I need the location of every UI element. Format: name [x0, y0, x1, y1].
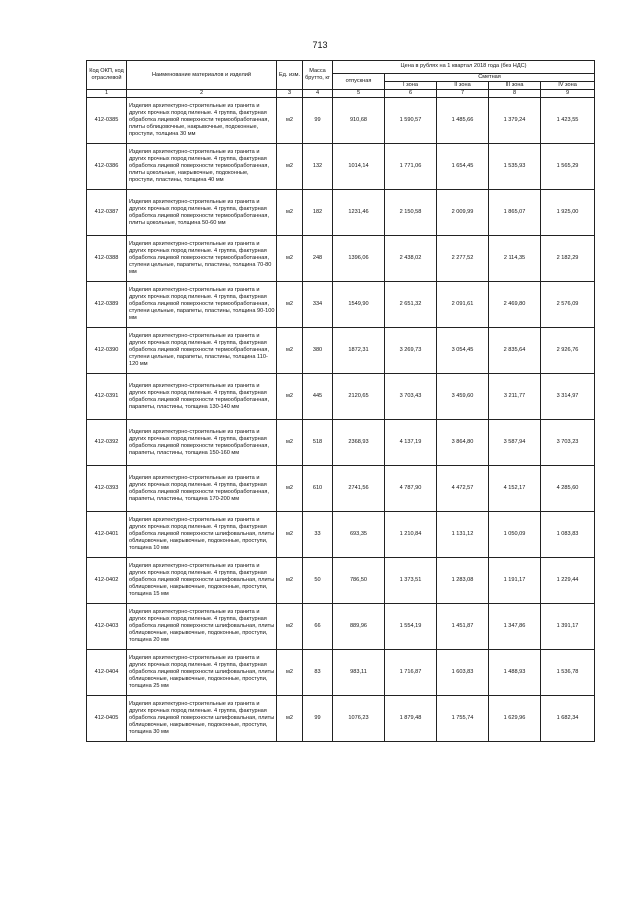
row-code: 412-0387	[87, 190, 127, 236]
row-release-price: 2741,56	[333, 466, 385, 512]
row-code: 412-0404	[87, 650, 127, 696]
row-zone1-price: 1 590,57	[385, 98, 437, 144]
row-code: 412-0386	[87, 144, 127, 190]
row-zone1-price: 1 554,19	[385, 604, 437, 650]
row-zone2-price: 3 864,80	[437, 420, 489, 466]
header-code: Код ОКП, код отраслевой	[87, 61, 127, 90]
row-zone3-price: 3 587,94	[489, 420, 541, 466]
page-number: 713	[312, 40, 328, 50]
row-unit: м2	[277, 98, 303, 144]
row-name: Изделия архитектурно-строительные из гранита и других прочных пород пиленые. 4 группа, фактурная обработка лицевой поверхности термообработанная, плиты цокольные, толщина 50-60 мм	[127, 190, 277, 236]
row-zone4-price: 1 083,83	[541, 512, 595, 558]
table-row	[87, 650, 595, 696]
row-zone3-price: 2 469,80	[489, 282, 541, 328]
row-name: Изделия архитектурно-строительные из гранита и других прочных пород пиленые. 4 группа, фактурная обработка лицевой поверхности шлифовальная, плиты облицовочные, накрывочные, подоконные, проступи, толщина 20 мм	[127, 604, 277, 650]
row-code: 412-0392	[87, 420, 127, 466]
row-name: Изделия архитектурно-строительные из гранита и других прочных пород пиленые. 4 группа, фактурная обработка лицевой поверхности шлифовальная, плиты облицовочные, накрывочные, подоконные, проступи, толщина 25 мм	[127, 650, 277, 696]
column-number: 7	[437, 90, 489, 98]
row-release-price: 889,96	[333, 604, 385, 650]
row-zone2-price: 2 009,99	[437, 190, 489, 236]
row-name: Изделия архитектурно-строительные из гранита и других прочных пород пиленые. 4 группа, фактурная обработка лицевой поверхности термообработанная, ступени цельные, парапеты, пластины, толщина 110-120 мм	[127, 328, 277, 374]
row-zone1-price: 1 373,51	[385, 558, 437, 604]
row-code: 412-0403	[87, 604, 127, 650]
column-number: 4	[303, 90, 333, 98]
row-zone1-price: 1 716,87	[385, 650, 437, 696]
column-number-row	[87, 90, 595, 98]
row-name: Изделия архитектурно-строительные из гранита и других прочных пород пиленые. 4 группа, фактурная обработка лицевой поверхности термообработанная, парапеты, пластины, толщина 130-140 мм	[127, 374, 277, 420]
row-zone3-price: 2 114,35	[489, 236, 541, 282]
row-mass: 182	[303, 190, 333, 236]
row-release-price: 1396,06	[333, 236, 385, 282]
table-row	[87, 696, 595, 742]
row-name: Изделия архитектурно-строительные из гранита и других прочных пород пиленые. 4 группа, фактурная обработка лицевой поверхности шлифовальная, плиты облицовочные, накрывочные, подоконные, проступи, толщина 15 мм	[127, 558, 277, 604]
header-zone-2: II зона	[437, 82, 489, 90]
row-zone4-price: 1 423,55	[541, 98, 595, 144]
row-unit: м2	[277, 650, 303, 696]
row-unit: м2	[277, 696, 303, 742]
row-zone2-price: 2 091,61	[437, 282, 489, 328]
row-zone3-price: 1 865,07	[489, 190, 541, 236]
row-code: 412-0393	[87, 466, 127, 512]
row-mass: 50	[303, 558, 333, 604]
row-code: 412-0390	[87, 328, 127, 374]
row-mass: 132	[303, 144, 333, 190]
header-unit: Ед. изм.	[277, 61, 303, 90]
row-zone3-price: 3 211,77	[489, 374, 541, 420]
row-zone4-price: 3 314,97	[541, 374, 595, 420]
row-zone2-price: 1 755,74	[437, 696, 489, 742]
row-zone3-price: 1 379,24	[489, 98, 541, 144]
column-number: 9	[541, 90, 595, 98]
row-zone2-price: 4 472,57	[437, 466, 489, 512]
row-zone4-price: 2 576,09	[541, 282, 595, 328]
row-mass: 380	[303, 328, 333, 374]
row-name: Изделия архитектурно-строительные из гранита и других прочных пород пиленые. 4 группа, фактурная обработка лицевой поверхности шлифовальная, плиты облицовочные, накрывочные, подоконные, проступи, толщина 10 мм	[127, 512, 277, 558]
column-number: 2	[127, 90, 277, 98]
row-zone3-price: 1 488,93	[489, 650, 541, 696]
row-code: 412-0402	[87, 558, 127, 604]
row-name: Изделия архитектурно-строительные из гранита и других прочных пород пиленые. 4 группа, фактурная обработка лицевой поверхности термообработанная, ступени цельные, парапеты, пластины, толщина 70-80 мм	[127, 236, 277, 282]
row-release-price: 693,35	[333, 512, 385, 558]
row-release-price: 2120,65	[333, 374, 385, 420]
row-mass: 248	[303, 236, 333, 282]
row-zone1-price: 3 703,43	[385, 374, 437, 420]
row-zone4-price: 2 182,29	[541, 236, 595, 282]
table-row	[87, 604, 595, 650]
row-release-price: 1014,14	[333, 144, 385, 190]
table-row	[87, 374, 595, 420]
row-name: Изделия архитектурно-строительные из гранита и других прочных пород пиленые. 4 группа, фактурная обработка лицевой поверхности шлифовальная, плиты облицовочные, накрывочные, подоконные, проступи, толщина 30 мм	[127, 696, 277, 742]
row-zone1-price: 2 651,32	[385, 282, 437, 328]
column-number: 8	[489, 90, 541, 98]
table-row	[87, 466, 595, 512]
table-row	[87, 144, 595, 190]
row-name: Изделия архитектурно-строительные из гранита и других прочных пород пиленые. 4 группа, фактурная обработка лицевой поверхности термообработанная, плиты цокольные, накрывочные, подоконные, проступи, пластины, толщина 40 мм	[127, 144, 277, 190]
row-zone2-price: 2 277,52	[437, 236, 489, 282]
header-zone-3: III зона	[489, 82, 541, 90]
row-zone4-price: 4 285,60	[541, 466, 595, 512]
row-unit: м2	[277, 374, 303, 420]
header-mass: Масса брутто, кг	[303, 61, 333, 90]
row-release-price: 2368,93	[333, 420, 385, 466]
row-mass: 99	[303, 98, 333, 144]
row-mass: 99	[303, 696, 333, 742]
column-number: 1	[87, 90, 127, 98]
table-row	[87, 512, 595, 558]
header-estimate: Сметная	[385, 74, 595, 82]
row-zone1-price: 4 787,90	[385, 466, 437, 512]
row-zone4-price: 2 926,76	[541, 328, 595, 374]
row-zone1-price: 3 269,73	[385, 328, 437, 374]
row-zone4-price: 1 536,78	[541, 650, 595, 696]
row-release-price: 1231,46	[333, 190, 385, 236]
row-zone4-price: 1 391,17	[541, 604, 595, 650]
row-zone2-price: 1 131,12	[437, 512, 489, 558]
row-unit: м2	[277, 144, 303, 190]
table-row	[87, 282, 595, 328]
row-code: 412-0391	[87, 374, 127, 420]
row-zone3-price: 2 835,64	[489, 328, 541, 374]
row-zone2-price: 1 485,66	[437, 98, 489, 144]
row-zone2-price: 1 283,08	[437, 558, 489, 604]
table-row	[87, 420, 595, 466]
row-unit: м2	[277, 604, 303, 650]
row-zone1-price: 1 210,84	[385, 512, 437, 558]
row-zone4-price: 1 925,00	[541, 190, 595, 236]
row-zone3-price: 1 191,17	[489, 558, 541, 604]
row-unit: м2	[277, 420, 303, 466]
row-zone4-price: 3 703,23	[541, 420, 595, 466]
row-code: 412-0405	[87, 696, 127, 742]
row-unit: м2	[277, 282, 303, 328]
column-number: 3	[277, 90, 303, 98]
column-number: 5	[333, 90, 385, 98]
row-name: Изделия архитектурно-строительные из гранита и других прочных пород пиленые. 4 группа, фактурная обработка лицевой поверхности термообработанная, парапеты, пластины, толщина 170-200 мм	[127, 466, 277, 512]
row-mass: 83	[303, 650, 333, 696]
row-code: 412-0388	[87, 236, 127, 282]
table-row	[87, 236, 595, 282]
row-release-price: 1549,90	[333, 282, 385, 328]
row-zone3-price: 1 050,09	[489, 512, 541, 558]
row-release-price: 910,68	[333, 98, 385, 144]
row-unit: м2	[277, 190, 303, 236]
row-zone3-price: 1 629,96	[489, 696, 541, 742]
row-zone3-price: 4 152,17	[489, 466, 541, 512]
column-number: 6	[385, 90, 437, 98]
header-release: отпускная	[333, 74, 385, 90]
row-mass: 334	[303, 282, 333, 328]
row-zone2-price: 1 451,87	[437, 604, 489, 650]
row-zone1-price: 1 771,06	[385, 144, 437, 190]
header-name: Наименование материалов и изделий	[127, 61, 277, 90]
row-name: Изделия архитектурно-строительные из гранита и других прочных пород пиленые. 4 группа, фактурная обработка лицевой поверхности термообработанная, ступени цельные, парапеты, пластины, толщина 90-100 мм	[127, 282, 277, 328]
row-zone2-price: 3 459,60	[437, 374, 489, 420]
row-zone1-price: 2 150,58	[385, 190, 437, 236]
row-zone4-price: 1 682,34	[541, 696, 595, 742]
row-name: Изделия архитектурно-строительные из гранита и других прочных пород пиленые. 4 группа, фактурная обработка лицевой поверхности термообработанная, плиты облицовочные, накрывочные, подоконные, проступи, толщина 30 мм	[127, 98, 277, 144]
row-zone4-price: 1 229,44	[541, 558, 595, 604]
price-table	[86, 60, 595, 742]
row-code: 412-0389	[87, 282, 127, 328]
row-mass: 66	[303, 604, 333, 650]
table-row	[87, 98, 595, 144]
row-zone1-price: 4 137,19	[385, 420, 437, 466]
header-price-title: Цена в рублях на 1 квартал 2018 года (без НДС)	[333, 61, 595, 74]
row-zone2-price: 1 654,45	[437, 144, 489, 190]
table-row	[87, 190, 595, 236]
row-mass: 518	[303, 420, 333, 466]
row-zone3-price: 1 347,86	[489, 604, 541, 650]
row-unit: м2	[277, 466, 303, 512]
row-zone2-price: 3 054,45	[437, 328, 489, 374]
row-zone1-price: 1 879,48	[385, 696, 437, 742]
row-zone1-price: 2 438,02	[385, 236, 437, 282]
row-code: 412-0401	[87, 512, 127, 558]
row-mass: 610	[303, 466, 333, 512]
header-zone-4: IV зона	[541, 82, 595, 90]
row-unit: м2	[277, 328, 303, 374]
row-zone2-price: 1 603,83	[437, 650, 489, 696]
row-code: 412-0385	[87, 98, 127, 144]
row-mass: 33	[303, 512, 333, 558]
table-row	[87, 558, 595, 604]
row-zone3-price: 1 535,93	[489, 144, 541, 190]
table-row	[87, 328, 595, 374]
row-release-price: 786,50	[333, 558, 385, 604]
row-name: Изделия архитектурно-строительные из гранита и других прочных пород пиленые. 4 группа, фактурная обработка лицевой поверхности термообработанная, парапеты, пластины, толщина 150-160 мм	[127, 420, 277, 466]
row-release-price: 1872,31	[333, 328, 385, 374]
row-release-price: 983,11	[333, 650, 385, 696]
row-zone4-price: 1 565,29	[541, 144, 595, 190]
row-mass: 445	[303, 374, 333, 420]
row-unit: м2	[277, 512, 303, 558]
row-unit: м2	[277, 558, 303, 604]
row-release-price: 1076,23	[333, 696, 385, 742]
row-unit: м2	[277, 236, 303, 282]
header-zone-1: I зона	[385, 82, 437, 90]
